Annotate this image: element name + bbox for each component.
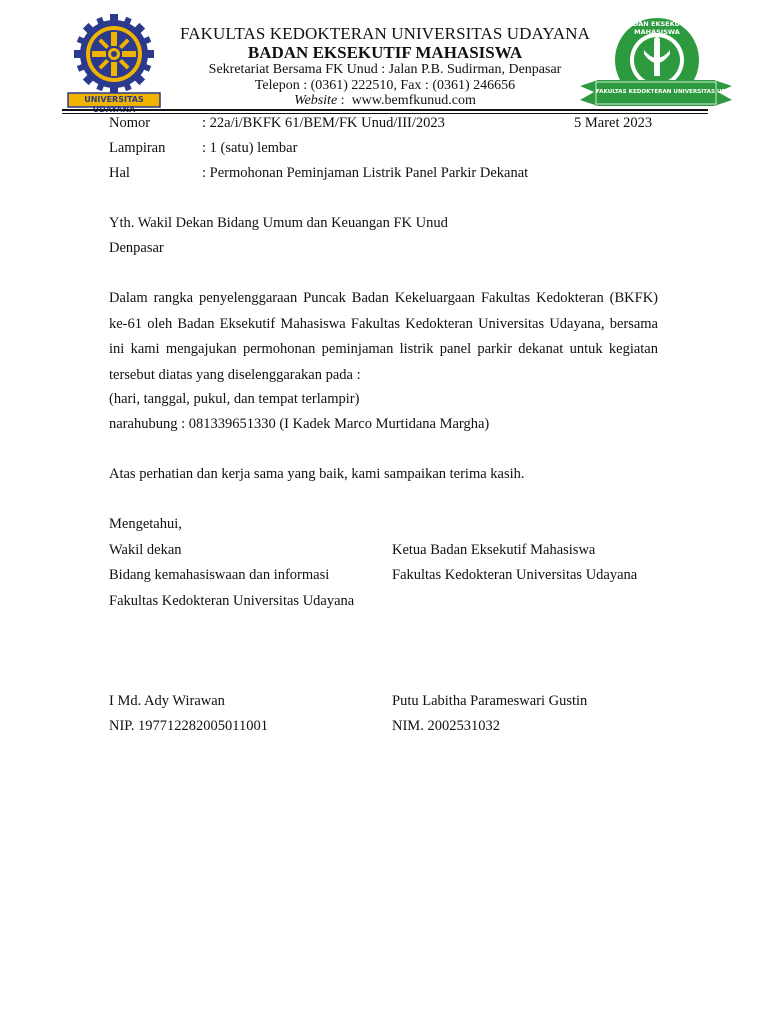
bem-logo-banner-text: FAKULTAS KEDOKTERAN UNIVERSITAS UDAYANA xyxy=(596,89,747,95)
body-contact-line: narahubung : 081339651330 (I Kadek Marco Murtidana Margha) xyxy=(109,416,490,432)
website-separator: : xyxy=(337,93,352,108)
lampiran-label: Lampiran xyxy=(109,140,166,156)
udayana-logo-banner-text: UNIVERSITAS xyxy=(84,95,144,104)
website-label: Website xyxy=(294,93,338,108)
body-paragraph: Dalam rangka penyelenggaraan Puncak Badan Kekeluargaan Fakultas Kedokteran (BKFK) ke-61 oleh Badan Eksekutif Mahasiswa Fakultas Kedokteran Universitas Udayana, bersama ini kami mengajukan permohonan peminjaman listrik panel parkir dekanat untuk kegiatan tersebut diatas yang diselenggarakan pada : xyxy=(109,290,658,383)
bem-logo-ring-text: BADAN EKSEKUTIF MAHASISWA xyxy=(622,20,692,36)
body-detail-line: (hari, tanggal, pukul, dan tempat terlampir) xyxy=(109,391,360,407)
hal-label: Hal xyxy=(109,165,130,181)
nomor-value: : 22a/i/BKFK 61/BEM/FK Unud/III/2023 xyxy=(202,115,445,131)
right-signer-name: Putu Labitha Parameswari Gustin xyxy=(392,693,588,709)
hal-value: : Permohonan Peminjaman Listrik Panel Parkir Dekanat xyxy=(202,165,529,181)
right-signer-title1: Ketua Badan Eksekutif Mahasiswa xyxy=(392,542,596,558)
letterhead-address: Sekretariat Bersama FK Unud : Jalan P.B. Sudirman, Denpasar xyxy=(208,62,562,77)
body-closing: Atas perhatian dan kerja sama yang baik, kami sampaikan terima kasih. xyxy=(109,466,525,482)
left-signer-title3: Fakultas Kedokteran Universitas Udayana xyxy=(109,593,355,609)
nomor-label: Nomor xyxy=(109,115,151,131)
right-signer-nim: NIM. 2002531032 xyxy=(392,718,500,734)
letterhead-website xyxy=(168,93,602,109)
lampiran-value: : 1 (satu) lembar xyxy=(202,140,298,156)
letterhead-rule-thick xyxy=(62,109,708,111)
recipient-line1: Yth. Wakil Dekan Bidang Umum dan Keuangan FK Unud xyxy=(109,215,448,231)
right-signer-title2: Fakultas Kedokteran Universitas Udayana xyxy=(392,567,638,583)
left-signer-name: I Md. Ady Wirawan xyxy=(109,693,225,709)
letterhead-phone: Telepon : (0361) 222510, Fax : (0361) 246656 xyxy=(254,78,516,93)
mengetahui: Mengetahui, xyxy=(109,516,182,532)
website-url[interactable]: www.bemfkunud.com xyxy=(351,93,476,108)
letter-date: 5 Maret 2023 xyxy=(574,115,653,131)
left-signer-title2: Bidang kemahasiswaan dan informasi xyxy=(109,567,330,583)
udayana-logo xyxy=(64,10,164,110)
left-signer-nip: NIP. 197712282005011001 xyxy=(109,718,268,734)
letterhead-faculty: FAKULTAS KEDOKTERAN UNIVERSITAS UDAYANA xyxy=(180,24,590,43)
letterhead-rule-thin xyxy=(62,113,708,114)
recipient-line2: Denpasar xyxy=(109,240,164,256)
left-signer-title1: Wakil dekan xyxy=(109,542,182,558)
letterhead-org: BADAN EKSEKUTIF MAHASISWA xyxy=(247,43,523,62)
